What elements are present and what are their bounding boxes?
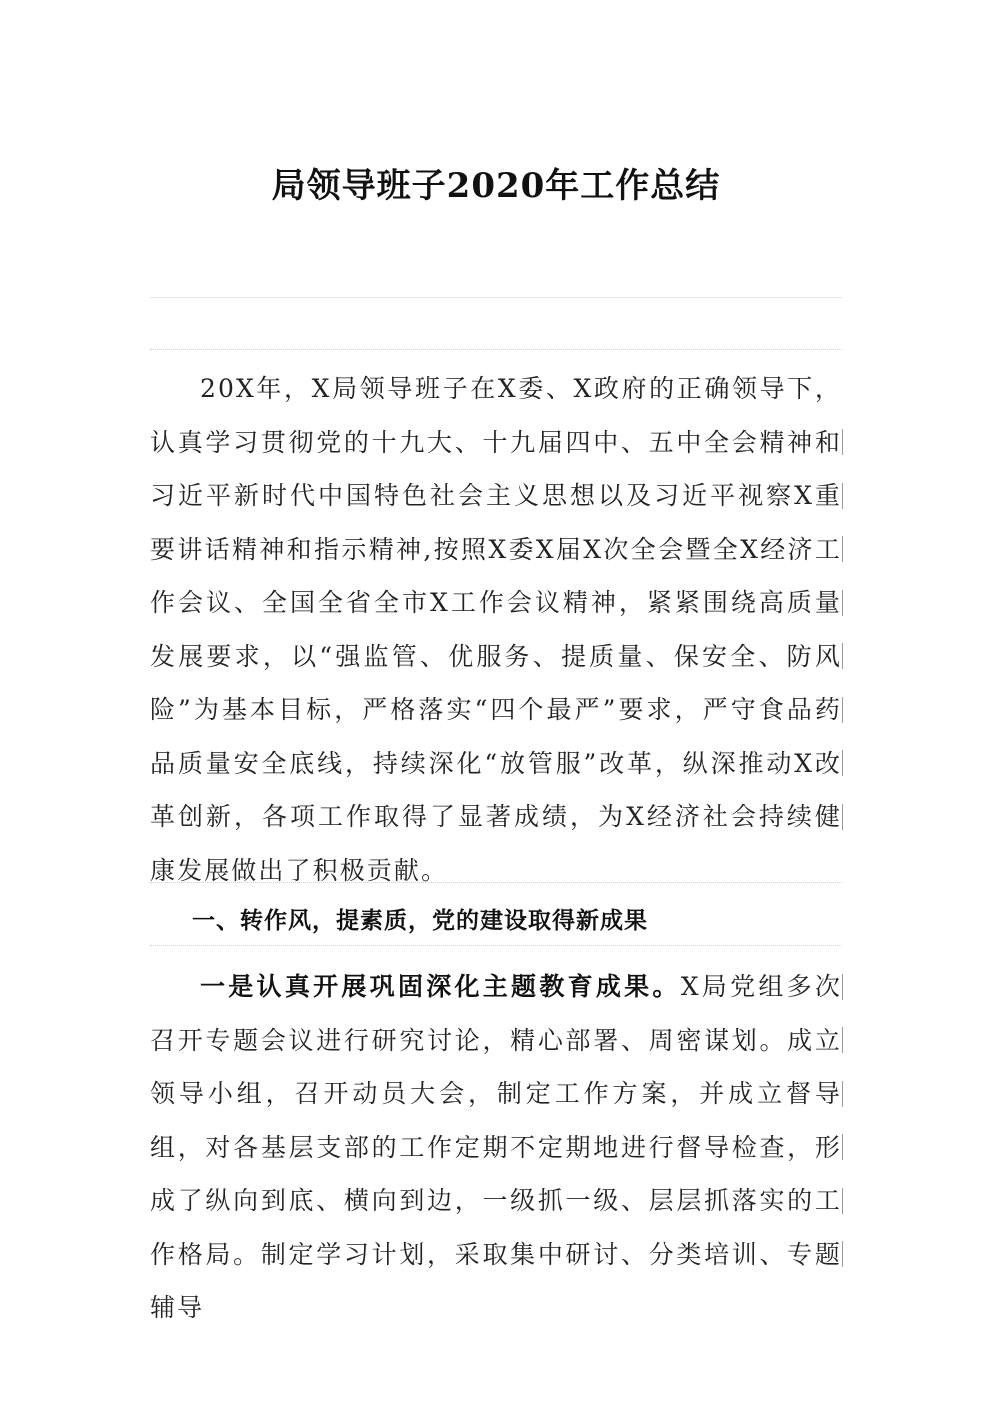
revision-mark [842, 1188, 843, 1214]
revision-mark [842, 1134, 843, 1160]
revision-mark [842, 536, 843, 562]
section-paragraph-block [150, 960, 842, 1335]
paragraph-lead-sentence: 一是认真开展巩固深化主题教育成果。 [200, 972, 681, 1001]
revision-mark [842, 697, 843, 723]
section-paragraph [150, 960, 842, 1335]
revision-mark [842, 483, 843, 509]
paragraph-divider [150, 349, 842, 350]
paragraph-body-text: X局党组多次召开专题会议进行研究讨论，精心部署、周密谋划。成立领导小组，召开动员大会，制定工作方案，并成立督导组，对各基层支部的工作定期不定期地进行督导检查，形成了纵向到底、横向到边，一级抓一级、层层抓落实的工作格局。制定学习计划，采取集中研讨、分类培训、专题辅导 [150, 972, 843, 1322]
revision-mark [842, 750, 843, 776]
revision-mark [842, 974, 843, 1000]
revision-mark [842, 643, 843, 669]
header-divider [150, 297, 842, 298]
revision-mark [842, 1081, 843, 1107]
paragraph-divider [150, 945, 842, 946]
revision-mark [842, 804, 843, 830]
paragraph-divider [150, 882, 842, 883]
intro-paragraph: 20X年，X局领导班子在X委、X政府的正确领导下，认真学习贯彻党的十九大、十九届四中、五中全会精神和习近平新时代中国特色社会主义思想以及习近平视察X重要讲话精神和指示精神,按照X委X届X次全会暨全X经济工作会议、全国全省全市X工作会议精神，紧紧围绕高质量发展要求，以“强监管、优服务、提质量、保安全、防风险”为基本目标，严格落实“四个最严”要求，严守食品药品质量安全底线，持续深化“放管服”改革，纵深推动X改革创新，各项工作取得了显著成绩，为X经济社会持续健康发展做出了积极贡献。 [150, 374, 842, 885]
document-title: 局领导班子2020年工作总结 [271, 166, 721, 206]
revision-mark [842, 429, 843, 455]
revision-mark [842, 1241, 843, 1267]
intro-paragraph-block [150, 362, 842, 897]
revision-mark [842, 1027, 843, 1053]
revision-mark [842, 590, 843, 616]
section-heading: 一、转作风，提素质，党的建设取得新成果 [192, 908, 648, 934]
